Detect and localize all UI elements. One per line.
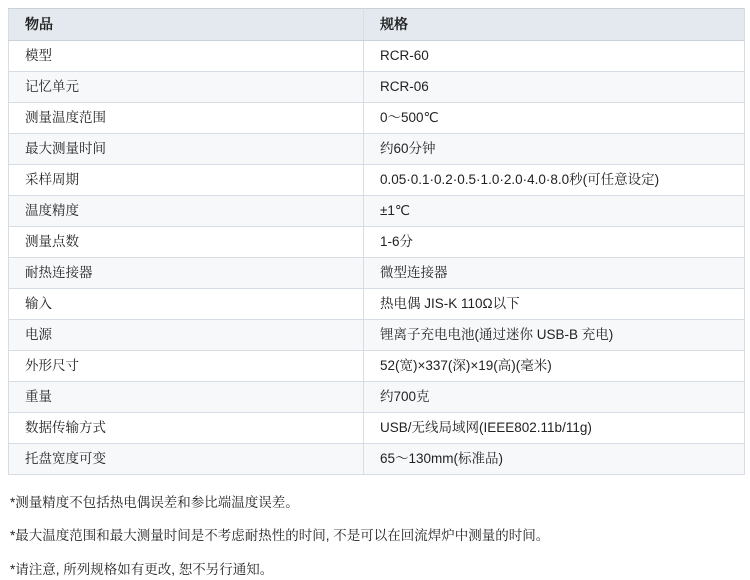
table-row — [9, 413, 745, 444]
row-item-value: 热电偶 JIS-K 110Ω以下 — [364, 289, 745, 320]
row-item-value: ±1℃ — [364, 196, 745, 227]
table-row — [9, 72, 745, 103]
footnote-temperature-range: *最大温度范围和最大测量时间是不考虑耐热性的时间, 不是可以在回流焊炉中测量的时间。 — [10, 528, 550, 544]
column-header-spec: 规格 — [364, 9, 745, 41]
row-item-label: 电源 — [9, 320, 364, 351]
table-row — [9, 41, 745, 72]
row-item-label: 采样周期 — [9, 165, 364, 196]
row-item-label: 输入 — [9, 289, 364, 320]
row-item-value: 0.05·0.1·0.2·0.5·1.0·2.0·4.0·8.0秒(可任意设定) — [364, 165, 745, 196]
table-row — [9, 196, 745, 227]
table-row — [9, 103, 745, 134]
row-item-value: 约700克 — [364, 382, 745, 413]
column-header-item: 物品 — [9, 9, 364, 41]
table-header-row — [9, 9, 745, 41]
table-row — [9, 258, 745, 289]
table-row — [9, 227, 745, 258]
row-item-value: 1-6分 — [364, 227, 745, 258]
table-body — [9, 41, 745, 475]
row-item-value: USB/无线局域网(IEEE802.11b/11g) — [364, 413, 745, 444]
row-item-label: 重量 — [9, 382, 364, 413]
row-item-value: RCR-60 — [364, 41, 745, 72]
row-item-value: 微型连接器 — [364, 258, 745, 289]
row-item-value: 52(宽)×337(深)×19(高)(毫米) — [364, 351, 745, 382]
row-item-label: 记忆单元 — [9, 72, 364, 103]
row-item-label: 温度精度 — [9, 196, 364, 227]
table-row — [9, 351, 745, 382]
table-row — [9, 165, 745, 196]
row-item-value: 锂离子充电电池(通过迷你 USB-B 充电) — [364, 320, 745, 351]
table-row — [9, 134, 745, 165]
table-row — [9, 382, 745, 413]
row-item-value: 65〜130mm(标准品) — [364, 444, 745, 475]
row-item-label: 模型 — [9, 41, 364, 72]
table-row — [9, 289, 745, 320]
row-item-value: RCR-06 — [364, 72, 745, 103]
row-item-label: 外形尺寸 — [9, 351, 364, 382]
row-item-label: 耐热连接器 — [9, 258, 364, 289]
row-item-label: 测量温度范围 — [9, 103, 364, 134]
row-item-label: 托盘宽度可变 — [9, 444, 364, 475]
footnotes — [10, 493, 740, 580]
row-item-label: 数据传输方式 — [9, 413, 364, 444]
row-item-label: 测量点数 — [9, 227, 364, 258]
row-item-value: 0〜500℃ — [364, 103, 745, 134]
row-item-value: 约60分钟 — [364, 134, 745, 165]
footnote-accuracy: *测量精度不包括热电偶误差和参比端温度误差。 — [10, 495, 299, 510]
row-item-label: 最大测量时间 — [9, 134, 364, 165]
table-row — [9, 320, 745, 351]
table-row — [9, 444, 745, 475]
specification-table — [8, 8, 745, 475]
table-header — [9, 9, 745, 41]
footnote-disclaimer: *请注意, 所列规格如有更改, 恕不另行通知。 — [10, 561, 274, 577]
